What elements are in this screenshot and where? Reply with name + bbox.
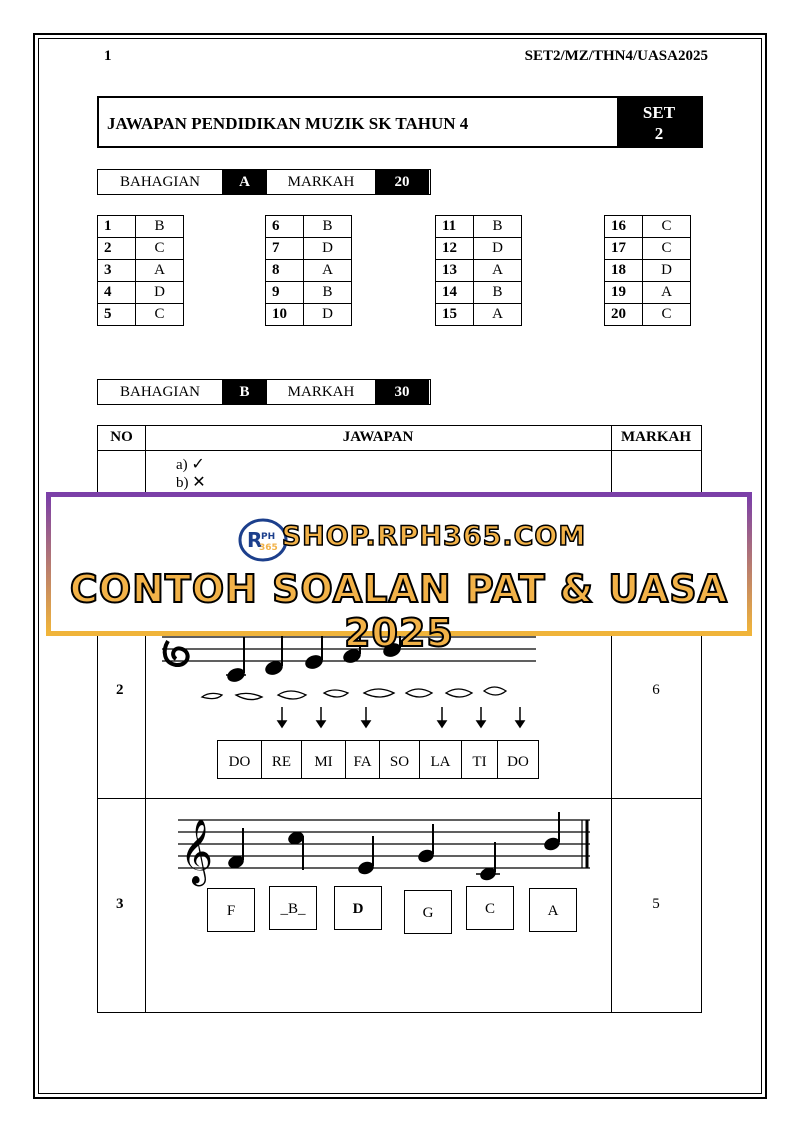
- answer-letter: A: [474, 304, 522, 326]
- answer-row: [266, 282, 352, 304]
- q1-b-label: b): [176, 475, 189, 491]
- question-number: 5: [98, 304, 136, 326]
- q3-staff-notes: [174, 812, 594, 892]
- answer-letter: A: [304, 260, 352, 282]
- q1-answer-a: [176, 454, 205, 474]
- svg-text:𝄞: 𝄞: [180, 819, 214, 884]
- q3-letter-box: D: [334, 886, 382, 930]
- document-code: SET2/MZ/THN4/UASA2025: [524, 48, 708, 64]
- answer-row: [98, 260, 184, 282]
- row-divider: [98, 798, 701, 799]
- answer-letter: A: [474, 260, 522, 282]
- set-label: SET: [642, 103, 676, 122]
- header-jawapan: JAWAPAN: [342, 429, 414, 445]
- section-a-bar: [97, 169, 431, 195]
- q3-letter-box: G: [404, 890, 452, 934]
- question-number: 19: [605, 282, 643, 304]
- answer-letter: C: [643, 238, 691, 260]
- answer-row: [605, 260, 691, 282]
- q2-solfa-row: [217, 740, 539, 779]
- question-number: 11: [436, 216, 474, 238]
- answer-row: [436, 216, 522, 238]
- check-icon: ✓: [191, 454, 205, 473]
- answer-letter: D: [643, 260, 691, 282]
- answer-row: [436, 238, 522, 260]
- answer-table-1: [97, 215, 184, 326]
- answer-row: [605, 282, 691, 304]
- markah-value: 30: [375, 380, 429, 404]
- solfa-cell: DO: [218, 741, 262, 778]
- answer-row: [98, 282, 184, 304]
- row-divider: [98, 450, 701, 451]
- question-number: 8: [266, 260, 304, 282]
- section-b-bar: [97, 379, 431, 405]
- q3-letter-box: F: [207, 888, 255, 932]
- q2-marks: 6: [652, 682, 660, 698]
- header-no: NO: [110, 429, 133, 445]
- question-number: 3: [98, 260, 136, 282]
- q3-number: 3: [116, 896, 124, 912]
- answer-letter: B: [136, 216, 184, 238]
- title-box: [97, 96, 703, 148]
- answer-letter: B: [304, 282, 352, 304]
- answer-row: [605, 238, 691, 260]
- question-number: 18: [605, 260, 643, 282]
- set-number: 2: [654, 124, 664, 143]
- solfa-cell: MI: [302, 741, 346, 778]
- bahagian-label: BAHAGIAN: [120, 173, 200, 190]
- answer-letter: B: [304, 216, 352, 238]
- q2-number: 2: [116, 682, 124, 698]
- question-number: 16: [605, 216, 643, 238]
- svg-text:R: R: [247, 528, 263, 552]
- question-number: 12: [436, 238, 474, 260]
- solfa-cell: TI: [462, 741, 498, 778]
- answer-table-2: [265, 215, 352, 326]
- question-number: 1: [98, 216, 136, 238]
- set-badge: [617, 98, 701, 146]
- markah-label: MARKAH: [287, 173, 355, 190]
- page-number: 1: [104, 48, 112, 64]
- answer-row: [436, 304, 522, 326]
- solfa-cell: SO: [380, 741, 420, 778]
- q3-letter-box: A: [529, 888, 577, 932]
- answer-letter: C: [136, 238, 184, 260]
- answer-row: [436, 282, 522, 304]
- q1-answer-b: [176, 472, 206, 492]
- question-number: 17: [605, 238, 643, 260]
- banner-shop-url: SHOP.RPH365.COM: [281, 521, 587, 552]
- question-number: 14: [436, 282, 474, 304]
- answer-letter: A: [643, 282, 691, 304]
- answer-table-4: [604, 215, 691, 326]
- answer-row: [605, 304, 691, 326]
- answer-letter: D: [136, 282, 184, 304]
- answer-letter: B: [474, 216, 522, 238]
- bahagian-value: A: [222, 170, 267, 194]
- question-number: 10: [266, 304, 304, 326]
- answer-letter: A: [136, 260, 184, 282]
- banner-headline: CONTOH SOALAN PAT & UASA 2025: [69, 567, 729, 655]
- answer-row: [436, 260, 522, 282]
- document-title: JAWAPAN PENDIDIKAN MUZIK SK TAHUN 4: [107, 114, 469, 133]
- question-number: 15: [436, 304, 474, 326]
- solfa-cell: RE: [262, 741, 302, 778]
- cross-icon: ✕: [192, 472, 206, 491]
- answer-letter: D: [304, 238, 352, 260]
- solfa-cell: FA: [346, 741, 380, 778]
- answer-letter: B: [474, 282, 522, 304]
- answer-row: [266, 216, 352, 238]
- answer-row: [266, 238, 352, 260]
- promo-banner: [46, 492, 752, 655]
- bahagian-value: B: [222, 380, 267, 404]
- question-number: 9: [266, 282, 304, 304]
- answer-row: [98, 304, 184, 326]
- question-number: 20: [605, 304, 643, 326]
- svg-text:PH: PH: [261, 532, 276, 542]
- header-markah: MARKAH: [621, 429, 691, 445]
- answer-letter: C: [643, 304, 691, 326]
- question-number: 4: [98, 282, 136, 304]
- question-number: 2: [98, 238, 136, 260]
- solfa-cell: LA: [420, 741, 462, 778]
- markah-value: 20: [375, 170, 429, 194]
- question-number: 7: [266, 238, 304, 260]
- question-number: 13: [436, 260, 474, 282]
- question-number: 6: [266, 216, 304, 238]
- answer-table-3: [435, 215, 522, 326]
- answer-letter: D: [304, 304, 352, 326]
- q3-marks: 5: [652, 896, 660, 912]
- answer-letter: C: [643, 216, 691, 238]
- svg-text:365: 365: [259, 543, 278, 553]
- answer-row: [266, 260, 352, 282]
- answer-row: [266, 304, 352, 326]
- solfa-cell: DO: [507, 754, 529, 770]
- q1-a-label: a): [176, 457, 188, 473]
- answer-row: [98, 238, 184, 260]
- answer-letter: C: [136, 304, 184, 326]
- q3-letter-box: C: [466, 886, 514, 930]
- q3-letter-box: _B_: [269, 886, 317, 930]
- answer-row: [605, 216, 691, 238]
- answer-letter: D: [474, 238, 522, 260]
- bahagian-label: BAHAGIAN: [120, 383, 200, 400]
- answer-row: [98, 216, 184, 238]
- markah-label: MARKAH: [287, 383, 355, 400]
